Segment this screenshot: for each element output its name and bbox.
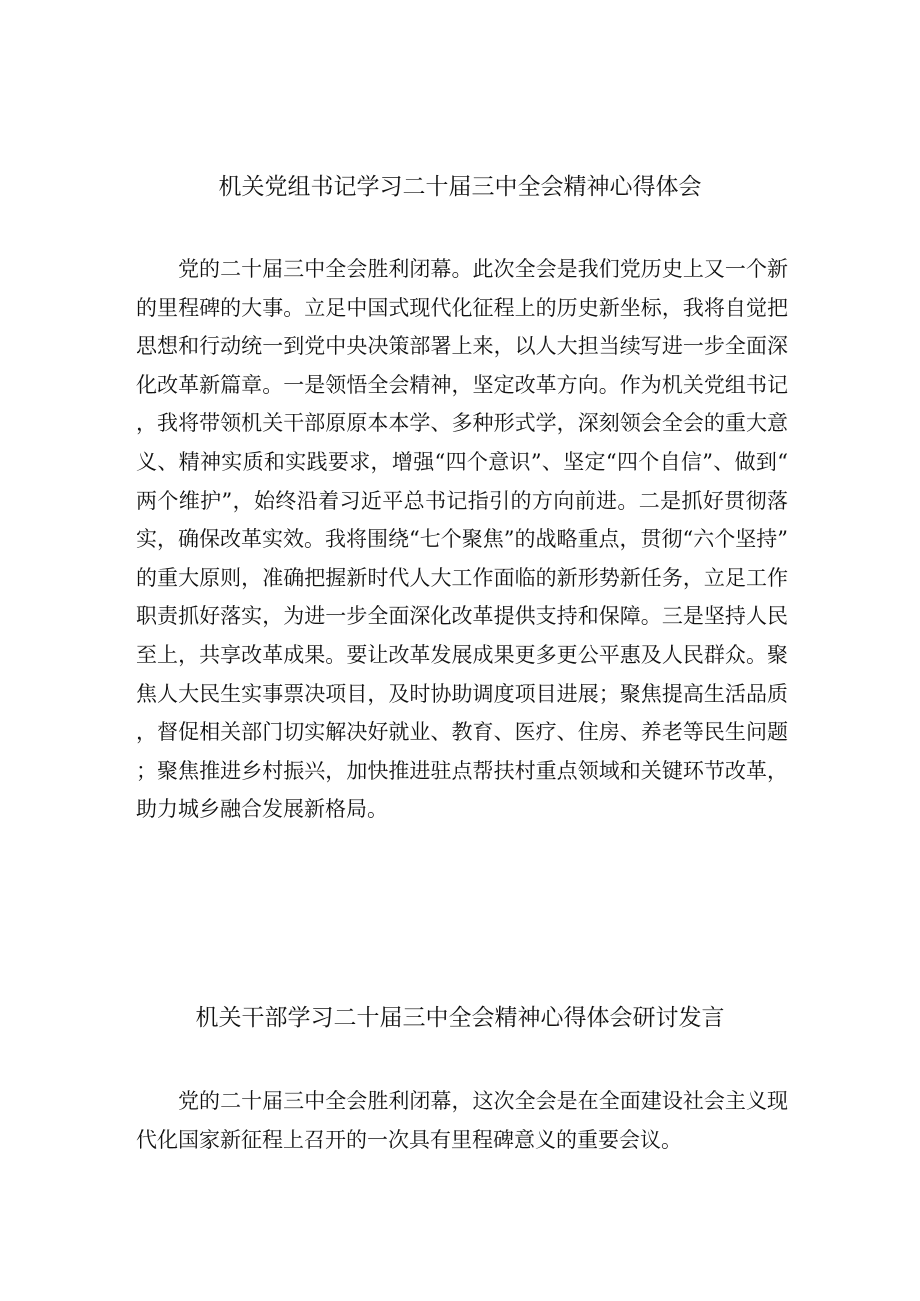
section-title: 机关党组书记学习二十届三中全会精神心得体会 (218, 174, 702, 200)
section-paragraph: 党的二十届三中全会胜利闭幕。此次全会是我们党历史上又一个新的里程碑的大事。立足中国式现代化征程上的历史新坐标，我将自觉把思想和行动统一到党中央决策部署上来，以人大担当续写进一步全面深化改革新篇章。一是领悟全会精神，坚定改革方向。作为机关党组书记，我将带领机关干部原原本本学、多种形式学，深刻领会全会的重大意义、精神实质和实践要求，增强“四个意识”、坚定“四个自信”、做到“两个维护”，始终沿着习近平总书记指引的方向前进。二是抓好贯彻落实，确保改革实效。我将围绕“七个聚焦”的战略重点，贯彻“六个坚持”的重大原则，准确把握新时代人大工作面临的新形势新任务，立足工作职责抓好落实，为进一步全面深化改革提供支持和保障。三是坚持人民至上，共享改革成果。要让改革发展成果更多更公平惠及人民群众。聚焦人大民生实事票决项目，及时协助调度项目进展；聚焦提高生活品质，督促相关部门切实解决好就业、教育、医疗、住房、养老等民生问题；聚焦推进乡村振兴，加快推进驻点帮扶村重点领域和关键环节改革，助力城乡融合发展新格局。 (136, 257, 788, 822)
section-paragraph: 党的二十届三中全会胜利闭幕，这次全会是在全面建设社会主义现代化国家新征程上召开的一次具有里程碑意义的重要会议。 (136, 1089, 788, 1152)
section-title: 机关干部学习二十届三中全会精神心得体会研讨发言 (195, 1005, 725, 1031)
